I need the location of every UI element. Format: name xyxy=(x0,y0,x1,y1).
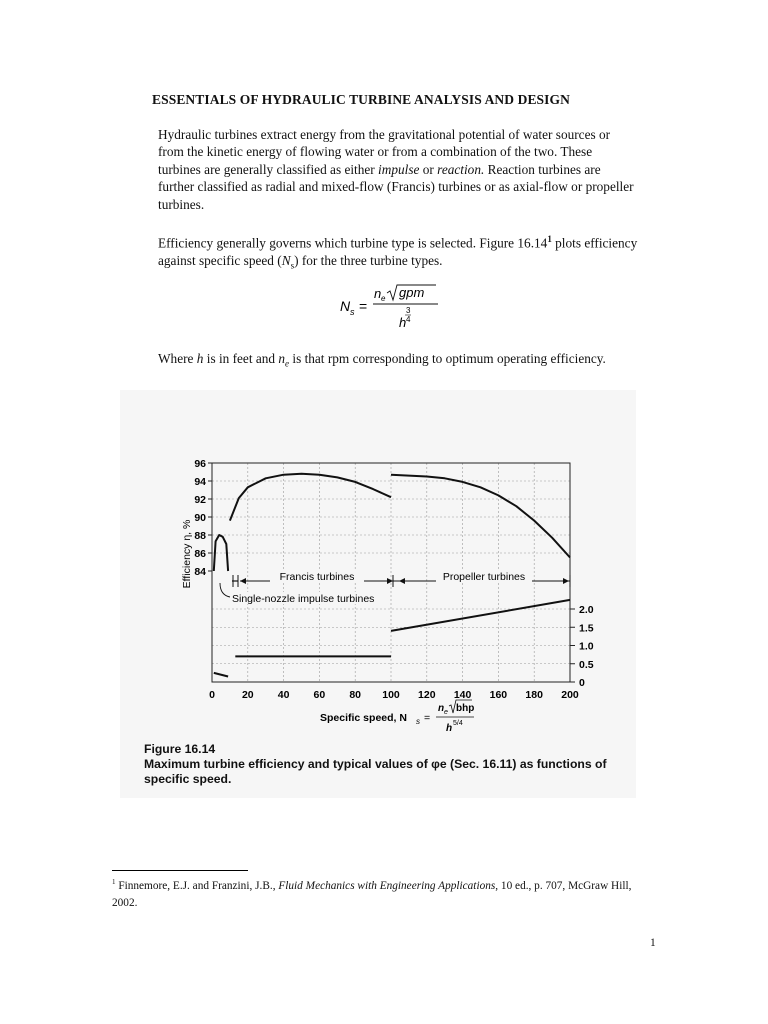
page-heading: ESSENTIALS OF HYDRAULIC TURBINE ANALYSIS AND DESIGN xyxy=(152,92,570,107)
x-tick-label: 20 xyxy=(241,689,254,701)
term-reaction: reaction. xyxy=(437,161,485,177)
x-tick-label: 160 xyxy=(489,689,508,701)
formula-lhs-sub: s xyxy=(350,307,355,317)
x-tick-label: 80 xyxy=(349,689,362,701)
x-tick-label: 200 xyxy=(561,689,579,701)
arrow-head-left xyxy=(399,578,405,584)
x-axis-label-sub: s xyxy=(416,717,420,726)
y-tick-label: 88 xyxy=(194,530,206,542)
formula-exp-den: 4 xyxy=(406,315,411,324)
x-axis-num-rad: bhp xyxy=(456,703,475,714)
figure-caption-title: Figure 16.14 xyxy=(144,742,216,756)
formula-numerator-gpm: gpm xyxy=(399,285,425,300)
symbol-ne: n xyxy=(278,351,286,366)
efficiency-curve xyxy=(391,475,570,558)
x-tick-label: 140 xyxy=(453,689,472,701)
x-tick-label: 180 xyxy=(525,689,543,701)
axis-ticks xyxy=(194,458,593,701)
x-axis-num-sub: e xyxy=(444,709,448,716)
paragraph-efficiency xyxy=(158,231,638,275)
right-tick-label: 1.0 xyxy=(579,640,594,653)
footnote-ref[interactable]: 1 xyxy=(547,234,552,244)
symbol-ne-sub: e xyxy=(285,358,290,369)
formula-lhs: N xyxy=(340,298,351,314)
phi-line xyxy=(391,600,570,631)
paragraph-text: Reaction turbines are further classified as radial and mixed-flow (Francis) turbines or as axial-flow or propeller turbines. xyxy=(158,161,634,212)
footnote-divider xyxy=(112,870,248,871)
x-tick-label: 100 xyxy=(382,689,400,701)
footnote-book-title: Fluid Mechanics with Engineering Applications xyxy=(278,879,496,892)
term-impulse: impulse xyxy=(378,161,420,177)
x-axis-num-n: n xyxy=(438,703,445,714)
y-tick-label: 90 xyxy=(194,512,206,524)
x-axis-den-h: h xyxy=(446,723,453,734)
footnote-text: , 10 ed., p. 707, McGraw Hill, 2002. xyxy=(112,879,632,909)
y-tick-label: 96 xyxy=(194,458,206,470)
paragraph-text: plots efficiency against specific speed ( xyxy=(158,235,638,268)
formula-exp-num: 3 xyxy=(406,306,411,315)
ns-subscript: s xyxy=(290,260,295,271)
paragraph-text: is that rpm corresponding to optimum operating efficiency. xyxy=(289,351,606,366)
paragraph-text: Where xyxy=(158,351,197,366)
efficiency-curve xyxy=(230,474,391,521)
y-tick-label: 94 xyxy=(194,476,206,488)
y-tick-label: 84 xyxy=(194,566,206,578)
x-axis-label-eq: = xyxy=(424,712,431,724)
right-tick-label: 0 xyxy=(579,677,585,689)
y-tick-label: 86 xyxy=(194,548,206,560)
paragraph-text: Efficiency generally governs which turbine type is selected. Figure 16.14 xyxy=(158,235,548,251)
x-tick-label: 120 xyxy=(418,689,436,701)
x-tick-label: 60 xyxy=(313,689,326,701)
y-axis-label: Efficiency η, % xyxy=(181,519,193,589)
paragraph-where xyxy=(158,350,638,373)
formula-numerator-n: n xyxy=(374,286,382,301)
page-number: 1 xyxy=(650,937,656,949)
x-axis-label-text: Specific speed, N xyxy=(320,712,407,724)
specific-speed-formula xyxy=(338,284,448,332)
x-axis-label xyxy=(320,700,474,734)
figure-panel xyxy=(120,390,636,798)
right-tick-label: 2.0 xyxy=(579,604,594,616)
footnote xyxy=(112,874,652,912)
figure-caption xyxy=(144,742,630,787)
formula-equals: = xyxy=(359,298,368,314)
efficiency-chart xyxy=(120,390,636,798)
francis-label: Francis turbines xyxy=(279,571,355,583)
symbol-h: h xyxy=(196,351,204,366)
paragraph-text: or xyxy=(419,161,438,177)
footnote-marker: 1 xyxy=(112,878,116,886)
impulse-label: Single-nozzle impulse turbines xyxy=(232,593,375,605)
x-tick-label: 0 xyxy=(209,689,215,701)
arrow-head-right xyxy=(387,578,393,584)
arrow-head-left xyxy=(240,578,246,584)
impulse-label-leader xyxy=(220,583,230,597)
footnote-text: Finnemore, E.J. and Franzini, J.B., xyxy=(115,879,279,892)
x-tick-label: 40 xyxy=(277,689,290,701)
paragraph-text: is in feet and xyxy=(203,351,279,366)
paragraph-text: Hydraulic turbines extract energy from the gravitational potential of water sources or from the kinetic energy of flowing water or from a combination of the two. These turbines are generally classified as either xyxy=(158,127,611,177)
paragraph-text: ) for the three turbine types. xyxy=(294,252,443,268)
formula-denominator-h: h xyxy=(399,315,407,330)
right-tick-label: 1.5 xyxy=(579,622,594,635)
x-axis-den-exp: 5/4 xyxy=(453,720,463,727)
formula-numerator-sub: e xyxy=(381,294,386,303)
ns-symbol: N xyxy=(281,252,291,268)
propeller-label: Propeller turbines xyxy=(442,571,526,583)
y-tick-label: 92 xyxy=(194,494,206,506)
figure-caption-text: Maximum turbine efficiency and typical values of φe (Sec. 16.11) as functions of specific speed. xyxy=(144,757,607,786)
right-tick-label: 0.5 xyxy=(579,658,594,671)
arrow-head-right xyxy=(563,578,569,584)
phi-line xyxy=(214,673,228,677)
paragraph-intro xyxy=(158,126,638,213)
